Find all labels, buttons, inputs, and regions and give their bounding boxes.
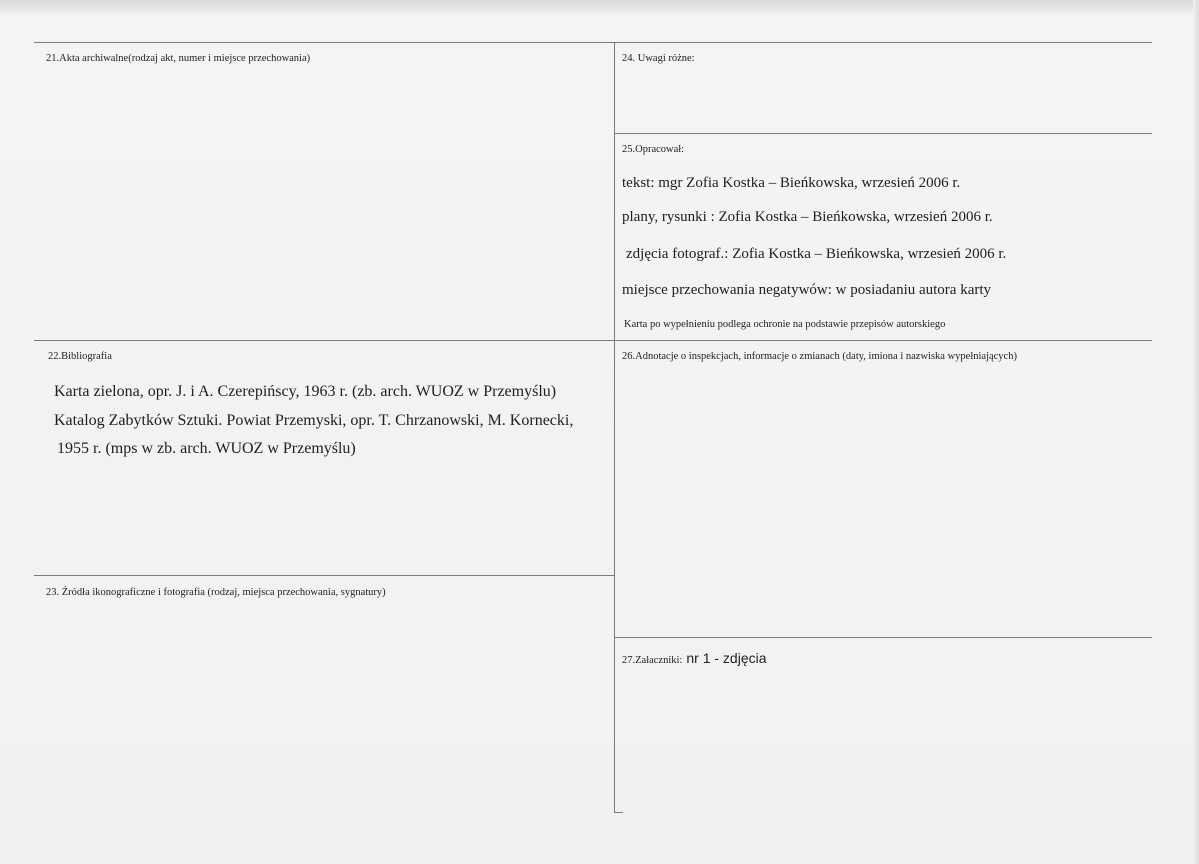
author-plans-line: plany, rysunki : Zofia Kostka – Bieńkowska, wrzesień 2006 r. [622, 209, 993, 225]
scan-right-edge [1193, 0, 1199, 864]
section-27 [622, 650, 767, 668]
copyright-note: Karta po wypełnieniu podlega ochronie na podstawie przepisów autorskiego [624, 319, 946, 330]
attachments-value: nr 1 - zdjęcia [686, 650, 767, 666]
divider-21-22 [34, 340, 1152, 341]
section-25-label: 25.Opracował: [622, 144, 685, 155]
center-divider [614, 42, 615, 812]
section-23-label: 23. Źródła ikonograficzne i fotografia (rodzaj, miejsca przechowania, sygnatury) [46, 587, 386, 598]
section-26-label: 26.Adnotacje o inspekcjach, informacje o zmianach (daty, imiona i nazwiska wypełniających) [622, 351, 1017, 362]
section-22-label: 22.Bibliografia [48, 351, 112, 362]
bottom-tick [614, 812, 623, 813]
bibliography-entry: Karta zielona, opr. J. i A. Czerepińscy, 1963 r. (zb. arch. WUOZ w Przemyślu) [54, 383, 557, 400]
author-photos-line: zdjęcia fotograf.: Zofia Kostka – Bieńkowska, wrzesień 2006 r. [626, 246, 1007, 262]
section-27-label: 27.Załaczniki: [622, 655, 683, 666]
scan-top-edge [0, 0, 1199, 14]
section-21-label: 21.Akta archiwalne(rodzaj akt, numer i miejsce przechowania) [46, 53, 311, 64]
divider-26-27 [614, 637, 1152, 638]
bibliography-entry: 1955 r. (mps w zb. arch. WUOZ w Przemyślu) [57, 440, 356, 457]
author-text-line: tekst: mgr Zofia Kostka – Bieńkowska, wrzesień 2006 r. [622, 175, 961, 191]
section-24-label: 24. Uwagi różne: [622, 53, 695, 64]
negatives-storage-line: miejsce przechowania negatywów: w posiadaniu autora karty [622, 282, 992, 298]
divider-22-23 [34, 575, 614, 576]
bibliography-list [54, 378, 614, 464]
divider-24-25 [614, 133, 1152, 134]
bibliography-entry: Katalog Zabytków Sztuki. Powiat Przemyski, opr. T. Chrzanowski, M. Kornecki, [54, 411, 574, 429]
top-border-line [34, 42, 1152, 43]
